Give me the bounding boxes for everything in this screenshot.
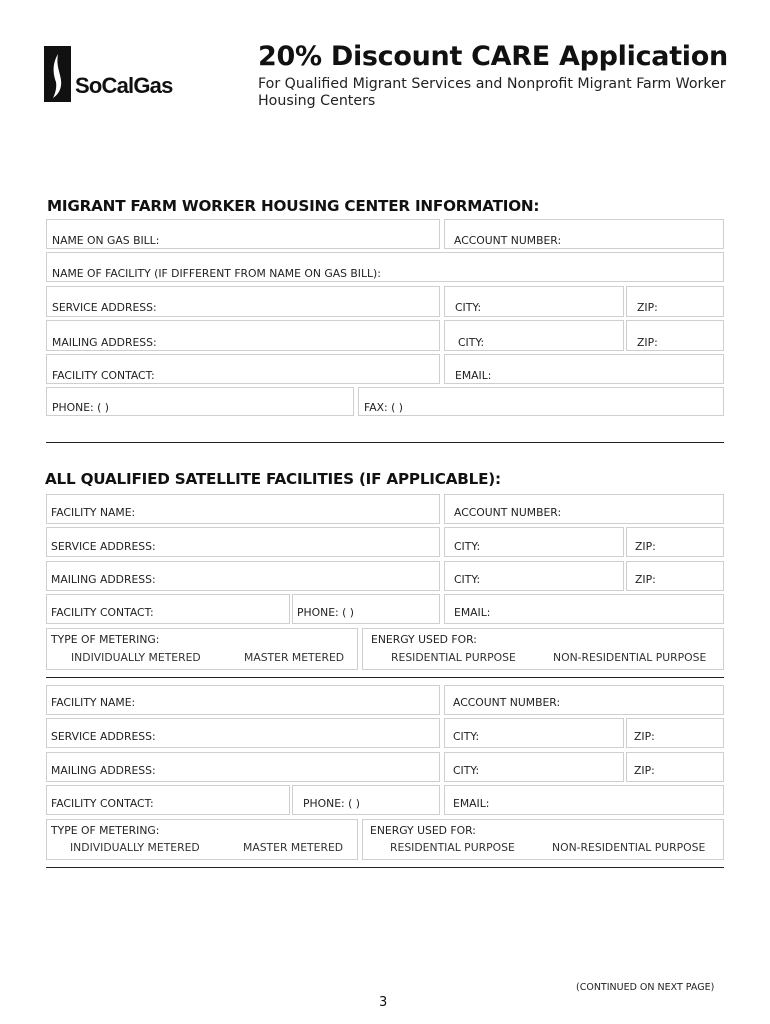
satellite-2-mailing-zip-field[interactable] xyxy=(626,752,724,782)
satellite-1-mailing-zip-field[interactable] xyxy=(626,561,724,591)
satellite-mailing-city-label: CITY: xyxy=(454,573,481,586)
section-heading-housing-center: MIGRANT FARM WORKER HOUSING CENTER INFORMATION: xyxy=(47,197,540,215)
satellite-email-label: EMAIL: xyxy=(453,797,490,810)
satellite-1-mailing-city-field[interactable] xyxy=(444,561,624,591)
satellite-account-number-label: ACCOUNT NUMBER: xyxy=(453,696,561,709)
individually-metered-option[interactable]: INDIVIDUALLY METERED xyxy=(70,841,200,854)
satellite-phone-label: PHONE: ( ) xyxy=(297,606,354,619)
section-divider xyxy=(46,442,724,443)
satellite-2-metering-group xyxy=(46,819,358,860)
satellite-2-account-number-field[interactable] xyxy=(444,685,724,715)
continued-note: (CONTINUED ON NEXT PAGE) xyxy=(576,982,715,993)
satellite-1-service-address-field[interactable] xyxy=(46,527,440,557)
name-on-gas-bill-label: NAME ON GAS BILL: xyxy=(52,234,160,247)
facility-divider xyxy=(46,867,724,868)
satellite-2-service-zip-field[interactable] xyxy=(626,718,724,748)
service-zip-label: ZIP: xyxy=(637,301,658,314)
page-subtitle: For Qualified Migrant Services and Nonprofit Migrant Farm Worker Housing Centers xyxy=(258,76,726,109)
satellite-facility-contact-label: FACILITY CONTACT: xyxy=(51,797,154,810)
service-zip-field[interactable] xyxy=(626,286,724,317)
email-label: EMAIL: xyxy=(455,369,492,382)
satellite-facility-name-label: FACILITY NAME: xyxy=(51,506,136,519)
satellite-service-city-label: CITY: xyxy=(454,540,481,553)
page-title: 20% Discount CARE Application xyxy=(258,41,728,72)
non-residential-purpose-option[interactable]: NON-RESIDENTIAL PURPOSE xyxy=(552,841,706,854)
satellite-1-metering-group xyxy=(46,628,358,670)
satellite-1-energy-group xyxy=(362,628,724,670)
satellite-1-service-city-field[interactable] xyxy=(444,527,624,557)
satellite-facility-name-label: FACILITY NAME: xyxy=(51,696,136,709)
satellite-1-phone-field[interactable] xyxy=(292,594,440,624)
satellite-2-mailing-city-field[interactable] xyxy=(444,752,624,782)
mailing-address-field[interactable] xyxy=(46,320,440,351)
brand-name: SoCalGas xyxy=(75,73,173,98)
socalgas-logo xyxy=(44,46,194,106)
residential-purpose-option[interactable]: RESIDENTIAL PURPOSE xyxy=(390,841,515,854)
satellite-2-facility-name-field[interactable] xyxy=(46,685,440,715)
email-field[interactable] xyxy=(444,354,724,384)
mailing-city-label: CITY: xyxy=(458,336,485,349)
satellite-1-email-field[interactable] xyxy=(444,594,724,624)
non-residential-purpose-option[interactable]: NON-RESIDENTIAL PURPOSE xyxy=(553,651,707,664)
satellite-2-service-city-field[interactable] xyxy=(444,718,624,748)
satellite-1-service-zip-field[interactable] xyxy=(626,527,724,557)
satellite-1-mailing-address-field[interactable] xyxy=(46,561,440,591)
satellite-service-address-label: SERVICE ADDRESS: xyxy=(51,540,156,553)
type-of-metering-label: TYPE OF METERING: xyxy=(51,824,160,837)
satellite-1-facility-name-field[interactable] xyxy=(46,494,440,524)
satellite-email-label: EMAIL: xyxy=(454,606,491,619)
satellite-mailing-address-label: MAILING ADDRESS: xyxy=(51,573,156,586)
satellite-2-mailing-address-field[interactable] xyxy=(46,752,440,782)
satellite-2-facility-contact-field[interactable] xyxy=(46,785,290,815)
facility-name-field[interactable] xyxy=(46,252,724,282)
energy-used-for-label: ENERGY USED FOR: xyxy=(371,633,477,646)
mailing-city-field[interactable] xyxy=(444,320,624,351)
mailing-zip-field[interactable] xyxy=(626,320,724,351)
mailing-address-label: MAILING ADDRESS: xyxy=(52,336,157,349)
satellite-mailing-city-label: CITY: xyxy=(453,764,480,777)
individually-metered-option[interactable]: INDIVIDUALLY METERED xyxy=(71,651,201,664)
satellite-service-city-label: CITY: xyxy=(453,730,480,743)
name-on-gas-bill-field[interactable] xyxy=(46,219,440,249)
account-number-field[interactable] xyxy=(444,219,724,249)
phone-field[interactable] xyxy=(46,387,354,416)
service-city-field[interactable] xyxy=(444,286,624,317)
type-of-metering-label: TYPE OF METERING: xyxy=(51,633,160,646)
service-city-label: CITY: xyxy=(455,301,482,314)
section-heading-satellite-facilities: ALL QUALIFIED SATELLITE FACILITIES (IF APPLICABLE): xyxy=(45,470,501,488)
phone-label: PHONE: ( ) xyxy=(52,401,109,414)
satellite-service-address-label: SERVICE ADDRESS: xyxy=(51,730,156,743)
satellite-account-number-label: ACCOUNT NUMBER: xyxy=(454,506,562,519)
account-number-label: ACCOUNT NUMBER: xyxy=(454,234,562,247)
mailing-zip-label: ZIP: xyxy=(637,336,658,349)
service-address-field[interactable] xyxy=(46,286,440,317)
master-metered-option[interactable]: MASTER METERED xyxy=(243,841,344,854)
facility-name-label: NAME OF FACILITY (IF DIFFERENT FROM NAME ON GAS BILL): xyxy=(52,267,381,280)
satellite-mailing-address-label: MAILING ADDRESS: xyxy=(51,764,156,777)
satellite-1-facility-contact-field[interactable] xyxy=(46,594,290,624)
satellite-mailing-zip-label: ZIP: xyxy=(635,573,656,586)
page-number: 3 xyxy=(379,995,388,1010)
master-metered-option[interactable]: MASTER METERED xyxy=(244,651,345,664)
fax-label: FAX: ( ) xyxy=(364,401,403,414)
satellite-2-energy-group xyxy=(362,819,724,860)
energy-used-for-label: ENERGY USED FOR: xyxy=(370,824,476,837)
satellite-2-service-address-field[interactable] xyxy=(46,718,440,748)
satellite-service-zip-label: ZIP: xyxy=(635,540,656,553)
residential-purpose-option[interactable]: RESIDENTIAL PURPOSE xyxy=(391,651,516,664)
satellite-mailing-zip-label: ZIP: xyxy=(634,764,655,777)
fax-field[interactable] xyxy=(358,387,724,416)
facility-contact-field[interactable] xyxy=(46,354,440,384)
satellite-service-zip-label: ZIP: xyxy=(634,730,655,743)
flame-logo-icon xyxy=(44,46,71,102)
satellite-1-account-number-field[interactable] xyxy=(444,494,724,524)
satellite-2-phone-field[interactable] xyxy=(292,785,440,815)
satellite-facility-contact-label: FACILITY CONTACT: xyxy=(51,606,154,619)
facility-contact-label: FACILITY CONTACT: xyxy=(52,369,155,382)
facility-divider xyxy=(46,677,724,678)
service-address-label: SERVICE ADDRESS: xyxy=(52,301,157,314)
satellite-2-email-field[interactable] xyxy=(444,785,724,815)
satellite-phone-label: PHONE: ( ) xyxy=(303,797,360,810)
